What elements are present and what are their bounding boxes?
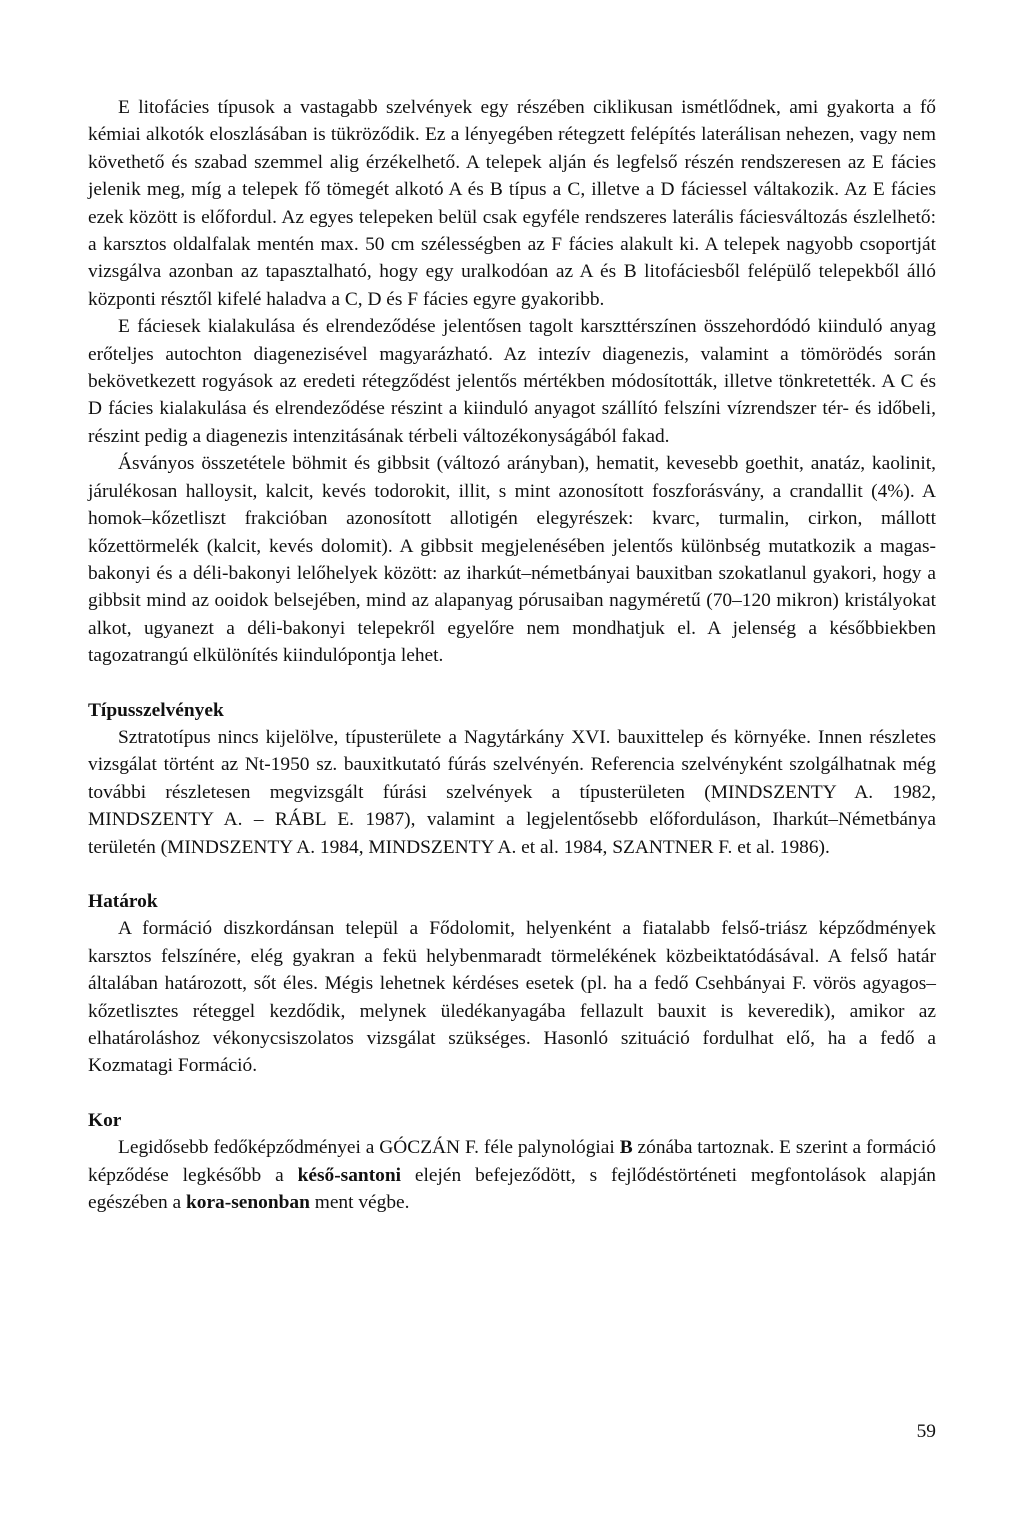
kor-zone-label: B — [619, 1137, 633, 1159]
paragraph-lithofacies-cycles: E litofácies típusok a vastagabb szelvények egy részében ciklikusan ismétlődnek, ami gyakorta a fő kémiai alkotók eloszlásában is tükröződik. Ez a lényegében rétegzett felépítés laterálisan nehezen, vagy nem követhető és szabad szemmel alig érzékelhető. A telepek alján és legfelső részén rendszeresen az E fácies jelenik meg, míg a telepek fő tömegét alkotó A és B típus a C, illetve a D fáciessel váltakozik. Az E fácies ezek között is előfordul. Az egyes telepeken belül csak egyféle rendszeres laterális fáciesváltozás észlelhető: a karsztos oldalfalak mentén max. 50 cm szélességben az F fácies alakult ki. A telepek nagyobb csoportját vizsgálva azonban az tapasztalható, hogy egy uralkodóan az A és B litofáciesből felépülő telepekből álló központi résztől kifelé haladva a C, D és F fácies egyre gyakoribb. — [88, 97, 936, 310]
section-body-hatarok: A formáció diszkordánsan települ a Fődolomit, helyenként a fiatalabb felső-triász képződmények karsztos felszínére, elég gyakran a fekü helybenmaradt törmelékének közbeiktatódásával. A felső határ általában határozott, sőt éles. Mégis lehetnek kérdéses esetek (pl. ha a fedő Csehbányai F. vörös agyagos–kőzetlisztes réteggel kezdődik, melynek üledékanyagába fellazult bauxit is keveredik), amikor az elhatároláshoz vékonycsiszolatos vizsgálat szükséges. Hasonló szituáció fordulhat elő, ha a fedő a Kozmatagi Formáció. — [88, 918, 936, 1077]
kor-text-end: ment végbe. — [309, 1192, 410, 1214]
kor-bold-late-santonian: késő-santoni — [297, 1164, 402, 1186]
paragraph-mineral-composition: Ásványos összetétele böhmit és gibbsit (változó arányban), hematit, kevesebb goethit, anatáz, kaolinit, járulékosan halloysit, kalcit, kevés todorokit, illit, s mint azonosított foszforásvány, a crandallit (4%). A homok–kőzetliszt frakcióban azonosított allotigén elegyrészek: kvarc, turmalin, cirkon, mállott kőzettörmelék (kalcit, kevés dolomit). A gibbsit megjelenésében jelentős különbség mutatkozik a magas-bakonyi és a déli-bakonyi lelőhelyek között: az iharkút–németbányai bauxitban szokatlanul gyakori, hogy a gibbsit mind az ooidok belsejében, mind az alapanyag pórusaiban nagyméretű (70–120 mikron) kristályokat alkot, ugyanezt a déli-bakonyi telepekről egyelőre nem mondhatjuk el. A jelenség a későbbiekben tagozatrangú elkülönítés kiindulópontja lehet. — [88, 453, 936, 667]
section-heading-hatarok: Határok — [88, 890, 158, 912]
section-tipusszelvenyek — [88, 697, 936, 861]
kor-text-mid2: elején befejeződött, s fejlődéstörténeti megfontolások alapján egészében a — [88, 1164, 936, 1214]
section-heading-kor: Kor — [88, 1109, 122, 1131]
section-kor — [88, 1107, 936, 1217]
page-body — [88, 94, 936, 1216]
kor-text-mid: zónába tartoznak. E szerint a formáció képződése legkésőbb a — [88, 1137, 936, 1186]
kor-bold-early-senonian: kora-senonban — [185, 1192, 310, 1214]
section-body-kor — [88, 1134, 936, 1216]
kor-text-start: Legidősebb fedőképződményei a GÓCZÁN F. féle palynológiai — [118, 1137, 620, 1159]
section-heading-tipusszelvenyek: Típusszelvények — [88, 699, 224, 721]
section-body-tipusszelvenyek: Sztratotípus nincs kijelölve, típusterülete a Nagytárkány XVI. bauxittelep és környéke. Innen részletes vizsgálat történt az Nt-1950 sz. bauxitkutató fúrás szelvényén. Referencia szelvényként szolgálhatnak még további részletesen megvizsgált fúrási szelvények a típusterületen (MINDSZENTY A. 1982, MINDSZENTY A. – RÁBL E. 1987), valamint a legjelentősebb előforduláson, Iharkút–Németbánya területén (MINDSZENTY A. 1984, MINDSZENTY A. et al. 1984, SZANTNER F. et al. 1986). — [88, 726, 936, 858]
section-hatarok — [88, 888, 936, 1080]
paragraph-facies-genesis: E fáciesek kialakulása és elrendeződése jelentősen tagolt karszttérszínen összehordódó kiinduló anyag erőteljes autochton diagenezisével magyarázható. Az intezív diagenezis, valamint a tömörödés során bekövetkezett rogyások az eredeti rétegződést jelentős mértékben módosították, illetve tönkretették. A C és D fácies kialakulása és elrendeződése részint a kiinduló anyagot szállító felszíni vízrendszer tér- és időbeli, részint pedig a diagenezis intenzitásának térbeli változékonyságából fakad. — [88, 316, 936, 447]
page-number: 59 — [916, 1421, 936, 1442]
